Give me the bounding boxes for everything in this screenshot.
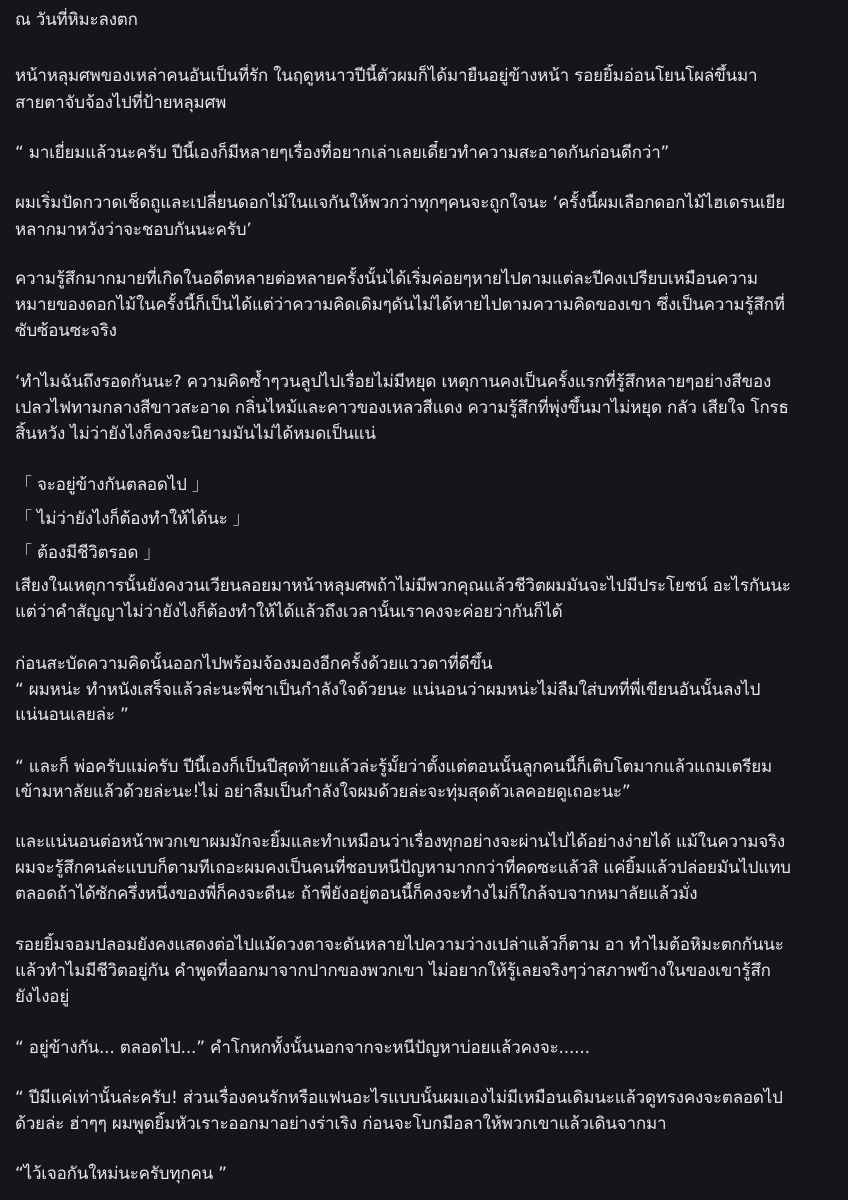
- text-line: “ และก็ พ่อครับแม่ครับ ปีนี้เองก็เป็นปีสุดท้ายแล้วล่ะรู้มั้ยว่าตั้งแต่ตอนนั้นลูกคนนี้ก็เติบโตมากแล้วแถมเตรียม: [15, 757, 773, 777]
- text-line: ณ วันที่หิมะลงตก: [15, 10, 138, 30]
- text-line: ความรู้สึกมากมายที่เกิดในอดีตหลายต่อหลายครั้งนั้นได้เริ่มค่อยๆหายไปตามแต่ละปีคงเปรียบเหมือนความ: [15, 269, 758, 289]
- text-line: หลากมาหวังว่าจะชอบกันนะครับ’: [15, 220, 252, 240]
- text-line: “ มาเยี่ยมแล้วนะครับ ปีนี้เองก็มีหลายๆเรื่องที่อยากเล่าเลยเดี๋ยวทำความสะอาดกันก่อนดีกว่า”: [15, 143, 670, 163]
- text-line: สายตาจับจ้องไปที่ป้ายหลุมศพ: [15, 93, 227, 113]
- text-line: “ ผมหน่ะ ทำหนังเสร็จแล้วล่ะนะพี่ชาเป็นกำลังใจด้วยนะ แน่นอนว่าผมหน่ะไม่ลืมใส่บทที่พี่เขียนอันนั้นลงไป: [15, 680, 761, 700]
- text-line: หมายของดอกไม้ในครั้งนี้ก็เป็นได้แต่ว่าความคิดเดิมๆดันไม่ได้หายไปตามความคิดของเขา ซึ่งเป็นความรู้สึกที่: [15, 295, 785, 315]
- text-line: สิ้นหวัง ไม่ว่ายังไงก็คงจะนิยามมันไม่ได้หมดเป็นแน่: [15, 424, 376, 444]
- text-line: แต่ว่าคำสัญญาไม่ว่ายังไงก็ต้องทำให้ได้แล้วถึงเวลานั้นเราคงจะค่อยว่ากันก็ได้: [15, 602, 563, 622]
- text-line: รอยยิ้มจอมปลอมยังคงแสดงต่อไปแม้ดวงตาจะดันหลายไปความว่างเปล่าแล้วก็ตาม อา ทำไมต้อหิมะตกกันนะ: [15, 935, 784, 955]
- text-line: ยังไงอยู่: [15, 987, 70, 1007]
- text-line: ผมเริ่มปัดกวาดเช็ดถูและเปลี่ยนดอกไม้ในแจกันให้พวกว่าทุกๆคนจะถูกใจนะ ‘ครั้งนี้ผมเลือกดอกไม้ไฮเดรนเยีย: [15, 193, 786, 213]
- text-line: “ไว้เจอกันใหม่นะครับทุกคน ”: [15, 1164, 227, 1184]
- text-line: แล้วทำไมมีชีวิตอยู่กัน คำพูดที่ออกมาจากปากของพวกเขา ไม่อยากให้รู้เลยจริงๆว่าสภาพข้างในของเขารู้สึก: [15, 961, 771, 981]
- text-line: แน่นอนเลยล่ะ ”: [15, 705, 129, 725]
- text-line: ด้วยล่ะ ฮ่าๆๆ ผมพูดยิ้มหัวเราะออกมาอย่างร่าเริง ก่อนจะโบกมือลาให้พวกเขาแล้วเดินจากมา: [15, 1114, 667, 1134]
- quote-line: 「 ไม่ว่ายังไงก็ต้องทำให้ได้นะ 」: [15, 509, 250, 529]
- text-line: “ ปีมีแค่เท่านั้นล่ะครับ! ส่วนเรื่องคนรักหรือแฟนอะไรแบบนั้นผมเองไม่มีเหมือนเดิมนะแล้วดูทรงคงจะตลอดไป: [15, 1088, 783, 1108]
- quote-line: 「 จะอยู่ข้างกันตลอดไป 」: [15, 475, 209, 495]
- text-line: เปลวไฟทามกลางสีขาวสะอาด กลิ่นไหม้และคาวของเหลวสีแดง ความรู้สึกที่พุ่งขึ้นมาไม่หยุด กลัว เสียใจ โกรธ: [15, 398, 789, 418]
- text-line: เสียงในเหตุการนั้นยังคงวนเวียนลอยมาหน้าหลุมศพถ้าไม่มีพวกคุณแล้วชีวิตผมมันจะไปมีประโยชน์ อะไรกันนะ: [15, 576, 791, 596]
- text-line: เข้ามหาลัยแล้วด้วยล่ะนะ!ไม่ อย่าลืมเป็นกำลังใจผมด้วยล่ะจะทุ่มสุดตัวเลคอยดูเถอะนะ”: [15, 782, 631, 802]
- text-line: ซับซ้อนซะจริง: [15, 321, 117, 341]
- text-line: และแน่นอนต่อหน้าพวกเขาผมมักจะยิ้มและทำเหมือนว่าเรื่องทุกอย่างจะผ่านไปได้อย่างง่ายได้ แม้ในความจริง: [15, 832, 785, 852]
- text-line: หน้าหลุมศพของเหล่าคนอันเป็นที่รัก ในฤดูหนาวปีนี้ตัวผมก็ได้มายืนอยู่ข้างหน้า รอยยิ้มอ่อนโยนโผล่ขึ้นมา: [15, 66, 758, 86]
- text-line: ก่อนสะบัดความคิดนั้นออกไปพร้อมจ้องมองอีกครั้งด้วยแววตาที่ดีขึ้น: [15, 654, 493, 674]
- text-line: ตลอดถ้าได้ซักครึ่งหนึ่งของพี่ก็คงจะดีนะ ถ้าพี่ยังอยู่ตอนนี้ก็คงจะทำงไม่ก็ใกล้จบจากหมาลัยแล้วมั่ง: [15, 884, 698, 904]
- text-line: “ อยู่ข้างกัน... ตลอดไป...” คำโกหกทั้งนั้นนอกจากจะหนีปัญหาบ่อยแล้วคงจะ......: [15, 1038, 590, 1058]
- text-line: ‘ทำไมฉันถึงรอดกันนะ? ความคิดซ้ำๆวนลูปไปเรื่อยไม่มีหยุด เหตุกานคงเป็นครั้งแรกที่รู้สึกหลายๆอย่างสีของ: [15, 372, 772, 392]
- quote-line: 「 ต้องมีชีวิตรอด 」: [15, 543, 161, 563]
- text-line: ผมจะรู้สึกคนล่ะแบบก็ตามทีเถอะผมคงเป็นคนที่ชอบหนีปัญหามากกว่าที่คดซะแล้วสิ แค่ยิ้มแล้วปล่อยมันไปแทบ: [15, 858, 791, 878]
